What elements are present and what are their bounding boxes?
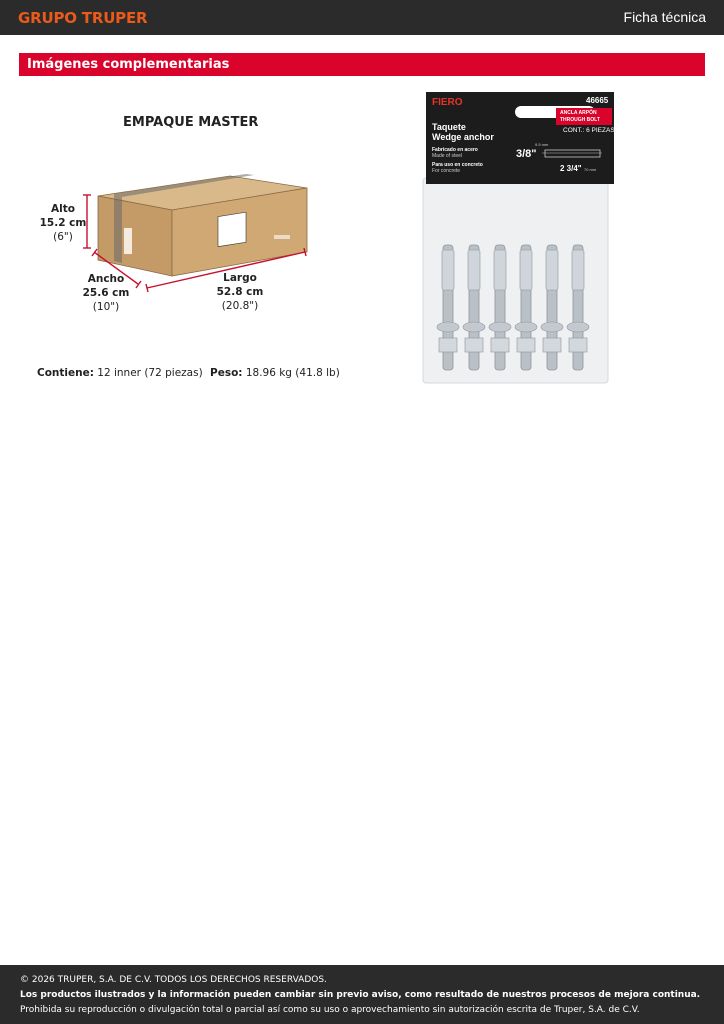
- product-name-es: Taquete: [432, 122, 466, 132]
- tag-line-en: THROUGH BOLT: [560, 117, 600, 123]
- diameter: 3/8": [516, 148, 537, 160]
- height-label: Alto: [51, 203, 75, 215]
- legal-notice: Prohibida su reproducción o divulgación total o parcial así como su uso o aprovechamiento sin autorización escrita de Truper, S.A. de C.V.: [20, 1005, 640, 1015]
- material-en: Made of steel: [432, 153, 463, 159]
- section-header: [19, 53, 705, 76]
- master-pack-figure: [20, 100, 350, 400]
- width-label: Ancho: [87, 273, 125, 285]
- length-value: 52.8 cm: [216, 286, 264, 298]
- length-imperial: (20.8"): [221, 300, 259, 312]
- length-label: Largo: [223, 272, 257, 284]
- length-mm: 70 mm: [584, 167, 597, 172]
- length-dimension: [212, 271, 268, 313]
- width-value: 25.6 cm: [82, 287, 130, 299]
- weight-label: Peso:: [210, 367, 243, 379]
- copyright: © 2026 TRUPER, S.A. DE C.V. TODOS LOS DERECHOS RESERVADOS.: [20, 975, 327, 985]
- contents-info: [37, 367, 203, 379]
- contents-label: Contiene:: [37, 367, 94, 379]
- footer: [0, 965, 724, 1024]
- weight-info: [210, 367, 340, 379]
- material-es: Fabricado en acero: [432, 147, 478, 153]
- width-dimension: [78, 272, 134, 314]
- disclaimer: Los productos ilustrados y la información pueden cambiar sin previo aviso, como resultado de nuestros procesos de mejora continua.: [20, 990, 701, 1000]
- length: 2 3/4": [560, 164, 582, 173]
- master-pack-title: EMPAQUE MASTER: [123, 115, 259, 130]
- product-code: 46665: [586, 96, 609, 105]
- use-es: Para uso en concreto: [432, 162, 483, 168]
- section-title: Imágenes complementarias: [27, 57, 230, 72]
- height-imperial: (6"): [53, 231, 73, 243]
- use-en: For concrete: [432, 168, 461, 174]
- pack-contents: CONT.: 6 PIEZAS: [563, 127, 615, 134]
- height-value: 15.2 cm: [39, 217, 87, 229]
- weight-value: 18.96 kg (41.8 lb): [245, 367, 340, 379]
- top-bar: [0, 0, 724, 35]
- document-type: Ficha técnica: [623, 9, 706, 25]
- truper-logo: GRUPO TRUPER: [18, 9, 148, 27]
- contents-value: 12 inner (72 piezas): [97, 367, 203, 379]
- tag-line-es: ANCLA ARPÓN: [560, 110, 597, 116]
- height-dimension: [38, 202, 88, 244]
- product-name-en: Wedge anchor: [432, 132, 494, 142]
- diameter-mm: 9.5 mm: [535, 142, 549, 147]
- width-imperial: (10"): [92, 301, 120, 313]
- product-package-photo: [420, 90, 620, 390]
- brand-logo: FIERO: [432, 97, 463, 108]
